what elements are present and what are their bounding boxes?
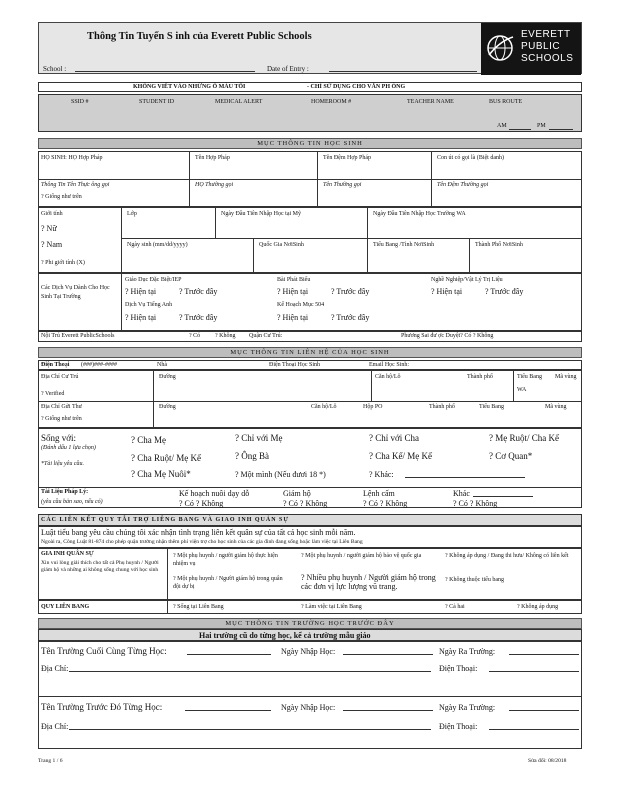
city-label: Thành phố <box>467 374 493 380</box>
lives-parents-radio[interactable]: ? Cha Mẹ <box>131 435 166 445</box>
lives-alone-radio[interactable]: ? Một mình (Nếu đươi 18 *) <box>235 470 326 479</box>
federal-both-checkbox[interactable]: ? Cả hai <box>445 604 465 610</box>
birth-state-label: Tiểu Bang /Tỉnh NơiSinh <box>373 242 435 248</box>
mail-street-label: Đường <box>159 404 176 410</box>
grade-label: Lớp <box>127 211 137 217</box>
plan504-label: Kế Hoạch Mục 504 <box>277 302 325 308</box>
iep-label: Giáo Dục Đặc Biệt/IEP <box>125 277 182 283</box>
iep-current-checkbox[interactable]: ? Hiện tại <box>125 287 157 296</box>
date-label: Date of Entry : <box>267 65 309 73</box>
parenting-plan-label: Kế hoạch nuôi dạy dỗ <box>179 489 250 498</box>
first-date-wa-label: Ngày Đầu Tiên Nhập Học Trường WA <box>373 211 466 217</box>
same-as-above-checkbox[interactable]: ? Giống như trên <box>41 194 82 200</box>
apt-label: Căn hộ/Lô <box>375 374 401 380</box>
homeroom-label: HOMEROOM # <box>311 99 352 105</box>
ell-label: Dịch Vụ Tiếng Anh <box>125 302 173 308</box>
prev-phone-field[interactable] <box>489 722 579 730</box>
first-date-us-label: Ngày Đầu Tiên Nhập Học tại Mỹ <box>221 211 301 217</box>
form-header <box>38 22 582 74</box>
prev-address-label: Địa Chỉ: <box>41 722 69 731</box>
birth-city-label: Thành Phố NơiSinh <box>475 242 523 248</box>
state-label: Tiểu Bang <box>517 374 542 380</box>
date-entry-field[interactable] <box>329 64 477 72</box>
variance-label: Phương Sai đư ợc Duyệt? Có ? Không <box>401 333 494 339</box>
legal-docs-hint: (yêu cầu bản sao, nếu có) <box>41 499 103 505</box>
lives-father-stepmother-radio[interactable]: ? Cha Ruột/ Mẹ Kế <box>131 453 201 463</box>
logo-line3: SCHOOLS <box>521 53 574 64</box>
gender-female-checkbox[interactable]: ? Nữ <box>41 224 57 233</box>
gender-male-checkbox[interactable]: ? Nam <box>41 240 63 249</box>
preferred-info-label: Thông Tin Tên Thực ông gọi <box>41 182 110 188</box>
plan504-past-checkbox[interactable]: ? Trước đây <box>331 313 370 322</box>
lives-grandparents-radio[interactable]: ? Ông Bà <box>235 451 269 461</box>
gender-label: Giới tính <box>41 211 63 217</box>
lives-foster-radio[interactable]: ? Cha Mẹ Nuôi* <box>131 469 191 479</box>
lives-mother-radio[interactable]: ? Chỉ với Mẹ <box>235 433 283 443</box>
services-label: Các Dịch Vụ Dành Cho Học Sinh Tại Trường <box>41 285 110 300</box>
revision-date: Sửa đổi: 08/2018 <box>528 758 567 764</box>
military-hint: Xin vui lòng giải thích cho tất cả Phụ huynh / Người giám hộ và những ai không sống chung với học sinh <box>41 560 159 573</box>
am-label: AM <box>497 123 507 129</box>
military-heading: CÁC LIÊN KẾT QUY TẮI TRỢ LIÊNG BANG VÀ GIAO INH QUẢN SỰ <box>41 517 290 523</box>
office-only-note: - CHỈ SỬ DỤNG CHO VĂN PH ÒNG <box>307 84 406 90</box>
student-section-heading: MỤC THÔNG TIN HỌC SINH <box>38 138 582 149</box>
prev-exit-field[interactable] <box>509 703 579 711</box>
legal-other-checkbox[interactable]: ? Có ? Không <box>453 499 498 508</box>
military-multiple-checkbox[interactable]: ? Nhiều phụ huynh / Người giám hộ trong các đơn vị lực lượng vũ trang. <box>301 573 436 591</box>
bus-route-label: BUS ROUTE <box>489 99 523 105</box>
restraint-label: Lệnh cấm <box>363 489 395 498</box>
page-number: Trang 1 / 6 <box>38 758 63 764</box>
office-row <box>38 94 582 132</box>
logo-line1: EVERETT <box>521 29 571 40</box>
office-banner <box>38 82 582 92</box>
required-note: *Tài liệu yêu cầu. <box>41 461 84 467</box>
mail-city-label: Thành phố <box>429 404 455 410</box>
legal-docs-label: Tài Liệu Pháp Lý: <box>41 489 89 495</box>
federal-work-checkbox[interactable]: ? Làm việc tại Liên Bang <box>301 604 362 610</box>
globe-icon <box>485 33 515 63</box>
address-block <box>38 370 582 428</box>
last-entry-field[interactable] <box>343 647 433 655</box>
legal-other-field[interactable] <box>473 489 533 497</box>
am-field[interactable] <box>509 122 531 130</box>
student-email-label: Email Học Sinh: <box>369 362 409 368</box>
last-exit-label: Ngày Ra Trường: <box>439 647 496 656</box>
phone-format: (###)###-#### <box>81 362 117 368</box>
mail-zip-label: Mã vùng <box>545 404 567 410</box>
teacher-label: TEACHER NAME <box>407 99 454 105</box>
district-residence-label: Quận Cư Trú: <box>249 333 283 339</box>
lives-with-block <box>38 428 582 508</box>
pm-label: PM <box>537 123 546 129</box>
no-write-note: KHÔNG VIẾT VÀO NHỮNG Ô MÀU TỐI <box>133 84 246 90</box>
military-guard-checkbox[interactable]: ? Một phụ huynh / người giám hộ bảo vệ quốc gia <box>301 553 422 559</box>
gender-x-checkbox[interactable]: ? Phi giới tính (X) <box>41 260 85 266</box>
iep-past-checkbox[interactable]: ? Trước đây <box>179 287 218 296</box>
prev-address-field[interactable] <box>69 722 431 730</box>
contact-section-heading: MỤC THÔNG TIN LIÊN HỆ CỦA HỌC SINH <box>38 347 582 358</box>
lives-other-field[interactable] <box>405 470 525 478</box>
services-block <box>38 273 582 331</box>
legal-first-label: Tên Hợp Pháp <box>195 155 230 161</box>
ell-current-checkbox[interactable]: ? Hiện tại <box>125 313 157 322</box>
last-phone-label: Điện Thoại: <box>439 664 478 673</box>
district-logo <box>481 23 581 75</box>
lives-father-radio[interactable]: ? Chỉ với Cha <box>369 433 420 443</box>
prev-entry-field[interactable] <box>343 703 433 711</box>
student-name-block <box>38 151 582 207</box>
prev-school-field[interactable] <box>185 703 271 711</box>
military-label: GIA INH QUÂN SỰ <box>41 551 94 557</box>
nickname-label: Con út có gọi là (Biệt danh) <box>437 155 504 161</box>
resident-no-checkbox[interactable]: ? Không <box>215 333 236 339</box>
lives-with-label: Sống với: <box>41 433 77 443</box>
prev-exit-label: Ngày Ra Trường: <box>439 703 496 712</box>
logo-line2: PUBLIC <box>521 41 561 52</box>
prev-school-label: Tên Trường Trước Đó Từng Học: <box>41 702 163 712</box>
last-entry-label: Ngày Nhập Học: <box>281 647 336 656</box>
preferred-middle-label: Tên Đệm Thường gọi <box>437 182 489 188</box>
military-reserve-checkbox[interactable]: ? Một phụ huynh / Người giám hộ trong quân đội dự bị <box>173 576 283 590</box>
plan504-current-checkbox[interactable]: ? Hiện tại <box>277 313 309 322</box>
verified-checkbox[interactable]: ? Verified <box>41 391 65 397</box>
ot-label: Nghề Nghiệp/Vật Lý Trị Liệu <box>431 277 503 283</box>
speech-past-checkbox[interactable]: ? Trước đây <box>331 287 370 296</box>
birth-country-label: Quốc Gia NơiSinh <box>259 242 304 248</box>
lives-with-hint: (Đánh dấu 1 lựa chọn) <box>41 445 96 451</box>
student-id-label: STUDENT ID <box>139 99 175 105</box>
prior-sub: Hai trường cũ do từng học, kể cả trường mẫu giáo <box>199 631 371 640</box>
school-field[interactable] <box>75 64 255 72</box>
school-line <box>39 63 483 75</box>
military-block <box>38 548 582 600</box>
ssid-label: SSID # <box>71 99 89 105</box>
military-active-checkbox[interactable]: ? Một phụ huynh / người giám hộ thực hiện nhiệm vụ <box>173 553 278 567</box>
lives-other-radio[interactable]: ? Khác: <box>369 470 394 479</box>
resident-label: Nội Trú Everett PublicSchools <box>41 333 115 339</box>
form-title: Thông Tin Tuyển S inh của Everett Public Schools <box>87 31 312 42</box>
prev-entry-label: Ngày Nhập Học: <box>281 703 336 712</box>
medical-alert-label: MEDICAL ALERT <box>215 99 263 105</box>
prior-block <box>38 641 582 749</box>
prev-phone-label: Điện Thoại: <box>439 722 478 731</box>
lives-stepparents-radio[interactable]: ? Cha Kế/ Mẹ Kế <box>369 451 432 461</box>
federal-na-checkbox[interactable]: ? Không áp dụng <box>517 604 559 610</box>
last-school-field[interactable] <box>187 647 271 655</box>
speech-label: Bài Phát Biểu <box>277 277 311 283</box>
pm-field[interactable] <box>549 122 573 130</box>
phone-label: Điện Thoại <box>41 362 70 368</box>
lives-mother-stepfather-radio[interactable]: ? Mẹ Ruột/ Cha Kế <box>489 433 559 443</box>
prior-sub-bar <box>38 629 582 641</box>
federal-live-checkbox[interactable]: ? Sống tại Liên Bang <box>173 604 224 610</box>
mail-apt-label: Căn hộ/Lô <box>311 404 337 410</box>
state-value: WA <box>517 387 527 393</box>
student-demo-block <box>38 207 582 273</box>
last-school-label: Tên Trường Cuối Cùng Từng Học: <box>41 646 167 656</box>
ell-past-checkbox[interactable]: ? Trước đây <box>179 313 218 322</box>
residence-address-label: Địa Chỉ Cư Trú <box>41 374 79 380</box>
dob-label: Ngày sinh (mm/dd/yyyy) <box>127 242 188 248</box>
legal-middle-label: Tên Đệm Hợp Pháp <box>323 155 371 161</box>
military-heading-bar <box>38 514 582 526</box>
resident-yes-checkbox[interactable]: ? Có <box>189 333 201 339</box>
zip-label: Mã vùng <box>555 374 577 380</box>
legal-last-label: HỌ SINH: HỌ Hợp Pháp <box>41 155 103 161</box>
military-desc: Luật tiểu bang yêu cầu chúng tôi xác nhận tình trạng liên kết quân sự của tất cả học sinh mỗi năm. <box>41 528 356 537</box>
school-label: School : <box>43 65 67 73</box>
street-label: Đường <box>159 374 176 380</box>
military-desc-block <box>38 526 582 548</box>
lives-agency-radio[interactable]: ? Cơ Quan* <box>489 451 533 461</box>
last-address-field[interactable] <box>69 664 431 672</box>
home-phone-label: Nhà <box>157 362 167 368</box>
legal-other-label: Khác <box>453 489 470 498</box>
guardian-label: Giám hộ <box>283 489 311 498</box>
last-phone-field[interactable] <box>489 664 579 672</box>
ot-current-checkbox[interactable]: ? Hiện tại <box>431 287 463 296</box>
military-none-checkbox[interactable]: ? Không áp dụng / Đang thi hưu/ Không có liên kết <box>445 553 569 559</box>
military-desc2: Ngoài ra, Công Luật 81-874 cho phép quận trường nhận thêm phí viện trợ cho học sinh của các gia đình đang sống hoặc làm việc tại Liên Bang <box>41 539 363 545</box>
last-address-label: Địa Chỉ: <box>41 664 69 673</box>
student-cell-label: Điện Thoại Học Sinh <box>269 362 321 368</box>
federal-label: QUY LIÊN BANG <box>41 604 90 610</box>
parenting-plan-checkbox[interactable]: ? Có ? Không <box>179 499 224 508</box>
enrollment-form <box>38 22 582 767</box>
federal-block <box>38 600 582 614</box>
restraint-checkbox[interactable]: ? Có ? Không <box>363 499 408 508</box>
ot-past-checkbox[interactable]: ? Trước đây <box>485 287 524 296</box>
residence-row <box>38 331 582 342</box>
speech-current-checkbox[interactable]: ? Hiện tại <box>277 287 309 296</box>
guardian-checkbox[interactable]: ? Có ? Không <box>283 499 328 508</box>
last-exit-field[interactable] <box>509 647 579 655</box>
preferred-first-label: Tên Thường gọi <box>323 182 362 188</box>
po-box-label: Hộp PO <box>363 404 383 410</box>
mailing-address-label: Địa Chỉ Gửi Thư <box>41 404 82 410</box>
mail-same-checkbox[interactable]: ? Giống như trên <box>41 416 82 422</box>
phone-row <box>38 360 582 370</box>
prior-section-heading: MỤC THÔNG TIN TRƯỜNG HỌC TRƯỚC ĐÂY <box>38 618 582 629</box>
military-outstate-checkbox[interactable]: ? Không thuộc tiểu bang <box>445 577 504 583</box>
preferred-last-label: HỌ Thường gọi <box>195 182 234 188</box>
mail-state-label: Tiểu Bang <box>479 404 504 410</box>
